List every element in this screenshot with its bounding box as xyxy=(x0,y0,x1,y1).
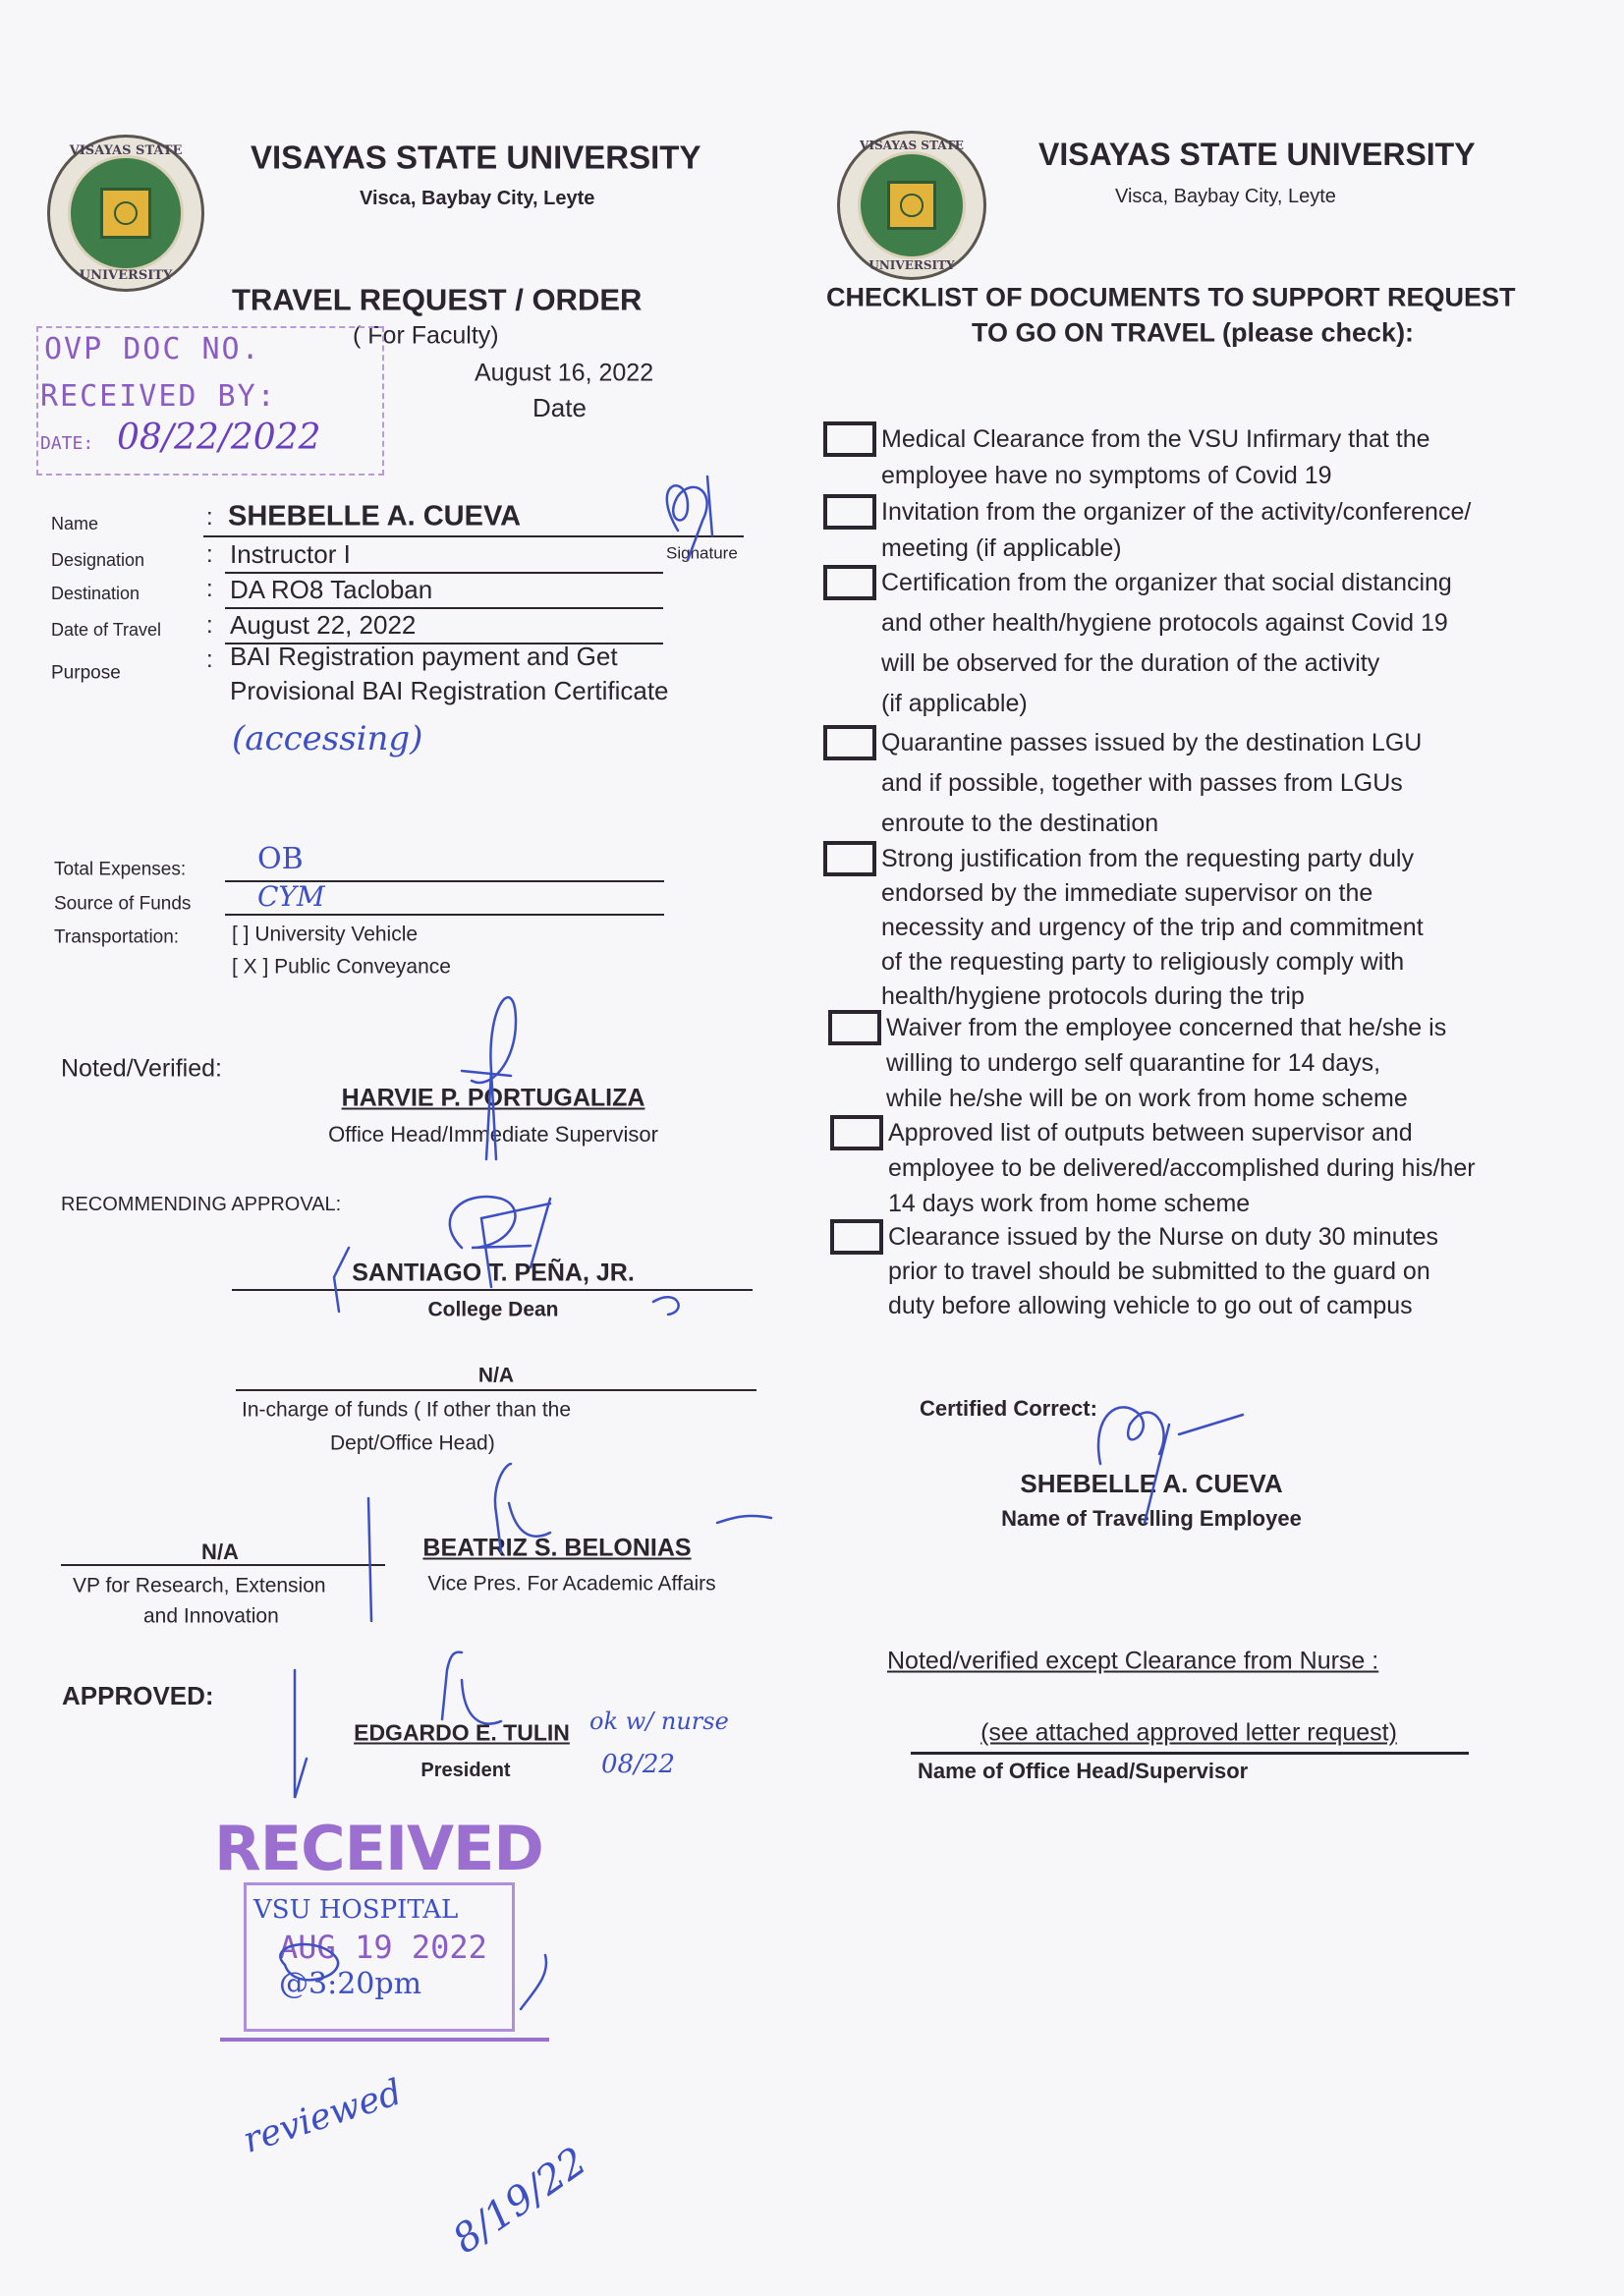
checklist-item-line: willing to undergo self quarantine for 14 days, xyxy=(886,1049,1381,1077)
colon: : xyxy=(206,541,213,568)
option-university-vehicle[interactable]: [ ] University Vehicle xyxy=(232,923,419,946)
checklist-item-line: duty before allowing vehicle to go out of campus xyxy=(888,1291,1413,1319)
source-of-funds-label: Source of Funds xyxy=(54,893,192,915)
form-subtitle: ( For Faculty) xyxy=(353,321,499,350)
stamp-scribble xyxy=(280,1944,546,2009)
president-note-line-1: ok w/ nurse xyxy=(589,1708,729,1735)
checklist-item-line: will be observed for the duration of the activity xyxy=(881,648,1380,677)
vp-academic-name: BEATRIZ S. BELONIAS xyxy=(422,1534,692,1562)
checklist-item-line: prior to travel should be submitted to the guard on xyxy=(888,1257,1430,1285)
designation-label: Designation xyxy=(51,550,145,570)
checklist-item-line: Strong justification from the requesting party duly xyxy=(881,844,1414,872)
travelling-employee-label: Name of Travelling Employee xyxy=(1001,1506,1302,1531)
received-date-handwritten: 8/19/22 xyxy=(444,2138,595,2264)
approved-label: APPROVED: xyxy=(62,1681,214,1710)
dean-signature xyxy=(334,1197,679,1315)
office-head-supervisor-value: (see attached approved letter request) xyxy=(980,1718,1397,1747)
noted-verified-label: Noted/Verified: xyxy=(61,1054,222,1083)
name-value: SHEBELLE A. CUEVA xyxy=(228,500,522,532)
checklist-item-line: necessity and urgency of the trip and commitment xyxy=(881,913,1424,941)
dean-name: SANTIAGO T. PEÑA, JR. xyxy=(352,1259,635,1287)
university-address: Visca, Baybay City, Leyte xyxy=(360,188,595,209)
checklist-item-line: endorsed by the immediate supervisor on the xyxy=(881,878,1373,907)
vp-research-name: N/A xyxy=(201,1540,239,1564)
stamp-date-handwritten: 08/22/2022 xyxy=(117,418,321,458)
vp-academic-title: Vice Pres. For Academic Affairs xyxy=(427,1572,716,1596)
president-name: EDGARDO E. TULIN xyxy=(354,1719,570,1746)
certified-correct-label: Certified Correct: xyxy=(920,1396,1097,1421)
checklist-item-line: Certification from the organizer that social distancing xyxy=(881,568,1452,596)
university-address-right: Visca, Baybay City, Leyte xyxy=(1115,186,1336,207)
checklist-item-line: meeting (if applicable) xyxy=(881,533,1122,562)
form-title: TRAVEL REQUEST / ORDER xyxy=(232,282,643,317)
checklist-title-line-2: TO GO ON TRAVEL (please check): xyxy=(971,317,1415,348)
checklist-item-line: employee to be delivered/accomplished during his/her xyxy=(888,1154,1476,1182)
checklist-item-line: Invitation from the organizer of the activity/conference/ xyxy=(881,497,1472,526)
vp-research-title-line-1: VP for Research, Extension xyxy=(73,1574,326,1597)
supervisor-name: HARVIE P. PORTUGALIZA xyxy=(341,1084,645,1112)
stamp-received-word: RECEIVED xyxy=(214,1813,543,1884)
stamp-date: AUG 19 2022 xyxy=(279,1929,487,1966)
checklist-item-line: of the requesting party to religiously comply with xyxy=(881,947,1405,976)
purpose-line-1: BAI Registration payment and Get xyxy=(230,642,618,671)
recommending-approval-label: RECOMMENDING APPROVAL: xyxy=(61,1194,342,1215)
vp-academic-signature xyxy=(495,1464,771,1552)
seal-text-bottom: UNIVERSITY xyxy=(79,268,173,283)
stamp-time: @3:20pm xyxy=(279,1967,422,2001)
funds-title-line-1: In-charge of funds ( If other than the xyxy=(242,1398,572,1422)
checklist-item-line: health/hygiene protocols during the trip xyxy=(881,981,1305,1010)
office-head-supervisor-label: Name of Office Head/Supervisor xyxy=(918,1759,1249,1783)
transportation-label: Transportation: xyxy=(54,926,180,948)
president-note-line-2: 08/22 xyxy=(601,1750,675,1779)
stamp-received-by: RECEIVED BY: xyxy=(40,379,277,414)
president-title: President xyxy=(420,1760,511,1781)
checklist-item-line: 14 days work from home scheme xyxy=(888,1190,1251,1217)
checklist-title-line-1: CHECKLIST OF DOCUMENTS TO SUPPORT REQUEST xyxy=(826,282,1516,312)
checklist-item-line: Quarantine passes issued by the destination LGU xyxy=(881,728,1423,756)
request-date-label: Date xyxy=(532,393,587,422)
applicant-signature xyxy=(667,476,712,560)
colon: : xyxy=(206,576,213,602)
checklist-item-line: Medical Clearance from the VSU Infirmary that the xyxy=(881,424,1430,453)
funds-title-line-2: Dept/Office Head) xyxy=(330,1431,495,1455)
destination-value: DA RO8 Tacloban xyxy=(230,575,433,604)
dean-title: College Dean xyxy=(427,1298,559,1321)
destination-label: Destination xyxy=(51,584,140,603)
name-label: Name xyxy=(51,514,99,533)
request-date: August 16, 2022 xyxy=(475,359,654,387)
signature-label: Signature xyxy=(666,543,738,563)
checklist-item-line: Approved list of outputs between supervisor and xyxy=(888,1119,1413,1147)
stamp-date-label: DATE: xyxy=(40,433,94,454)
university-name: VISAYAS STATE UNIVERSITY xyxy=(251,139,701,176)
colon: : xyxy=(206,504,213,531)
checklist-item-line: while he/she will be on work from home scheme xyxy=(886,1085,1408,1112)
purpose-label: Purpose xyxy=(51,662,121,684)
vp-research-title-line-2: and Innovation xyxy=(143,1604,279,1628)
purpose-line-2: Provisional BAI Registration Certificate xyxy=(230,676,669,705)
vp-research-initial xyxy=(368,1498,371,1621)
checklist-item-line: enroute to the destination xyxy=(881,809,1159,837)
noted-except-nurse-label: Noted/verified except Clearance from Nurse : xyxy=(887,1647,1379,1675)
checklist-item-line: (if applicable) xyxy=(881,689,1028,717)
funds-incharge-name: N/A xyxy=(477,1364,515,1387)
university-name-right: VISAYAS STATE UNIVERSITY xyxy=(1038,137,1476,172)
seal-text-bottom: UNIVERSITY xyxy=(868,258,955,272)
checklist-item-line: and other health/hygiene protocols against Covid 19 xyxy=(881,608,1448,637)
employee-signature xyxy=(1098,1407,1243,1523)
seal-text-top: VISAYAS STATE xyxy=(69,143,183,158)
colon: : xyxy=(206,646,213,673)
source-of-funds-value: CYM xyxy=(257,880,325,913)
checklist-item-line: employee have no symptoms of Covid 19 xyxy=(881,461,1332,489)
stamp-office: VSU HOSPITAL xyxy=(253,1895,459,1925)
option-public-conveyance[interactable]: [ X ] Public Conveyance xyxy=(232,955,451,979)
colon: : xyxy=(206,612,213,639)
seal-text-top: VISAYAS STATE xyxy=(860,139,964,152)
purpose-handwritten-note: (accessing) xyxy=(232,719,423,758)
date-of-travel-value: August 22, 2022 xyxy=(230,610,417,640)
checklist-item-line: Clearance issued by the Nurse on duty 30 minutes xyxy=(888,1222,1439,1251)
president-signature xyxy=(295,1652,501,1798)
total-expenses-label: Total Expenses: xyxy=(54,859,187,880)
checklist-item-line: and if possible, together with passes from LGUs xyxy=(881,768,1403,797)
date-of-travel-label: Date of Travel xyxy=(51,620,162,640)
checklist-item-line: Waiver from the employee concerned that he/she is xyxy=(886,1014,1447,1041)
stamp-doc-no: OVP DOC NO. xyxy=(44,332,261,366)
travelling-employee-name: SHEBELLE A. CUEVA xyxy=(1020,1469,1283,1498)
total-expenses-value: OB xyxy=(257,842,304,876)
designation-value: Instructor I xyxy=(230,539,351,569)
received-note-handwritten: reviewed xyxy=(238,2072,407,2161)
supervisor-title: Office Head/Immediate Supervisor xyxy=(328,1122,658,1147)
supervisor-signature xyxy=(462,997,516,1159)
